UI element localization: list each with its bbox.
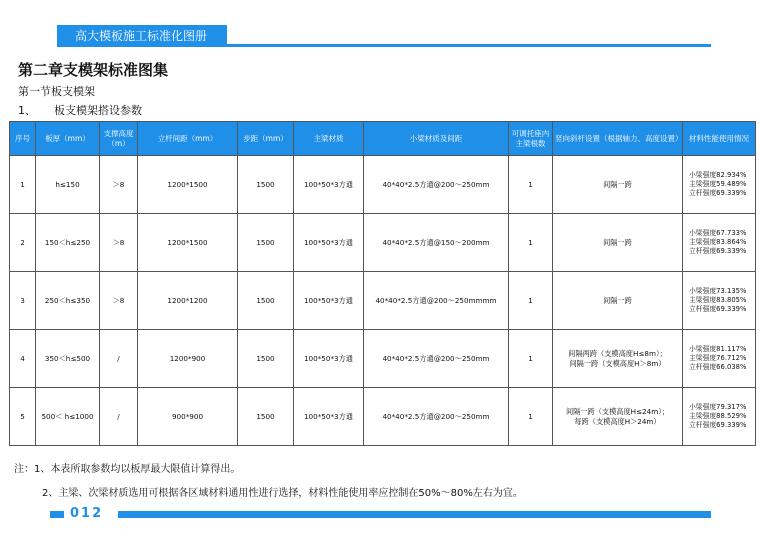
cell-spacing: 900*900 (138, 388, 238, 446)
diagonal-line: 间隔一跨（支模高度H≤24m）； (565, 407, 670, 417)
cell-diagonal (553, 388, 683, 446)
usage-line: 小梁强度79.317% (689, 403, 747, 412)
cell-small-beam: 40*40*2.5方通@200～250mm (364, 156, 509, 214)
cell-no: 1 (10, 156, 36, 214)
footer-rule (118, 511, 711, 518)
cell-small-beam: 40*40*2.5方通@200～250mm (364, 388, 509, 446)
header-title: 高大模板施工标准化图册 (57, 25, 227, 47)
cell-main-beam: 100*50*3方通 (294, 214, 364, 272)
usage-line: 立杆强度69.339% (689, 304, 747, 313)
cell-main-beam: 100*50*3方通 (294, 156, 364, 214)
usage-line: 主梁强度59.489% (689, 180, 747, 189)
col-header-height: 支撑高度（m） (100, 122, 138, 156)
usage-line: 立杆强度66.038% (689, 362, 747, 371)
subsection-heading (18, 102, 160, 118)
cell-spacing: 1200*1200 (138, 272, 238, 330)
cell-usage (683, 330, 756, 388)
diagonal-line: 间隔一跨 (603, 179, 632, 189)
cell-main-beam: 100*50*3方通 (294, 272, 364, 330)
cell-main-beam: 100*50*3方通 (294, 330, 364, 388)
note-1: 注：1、本表所取参数均以板厚最大限值计算得出。 (14, 464, 241, 475)
cell-step: 1500 (238, 388, 294, 446)
diagonal-line: 每跨（支模高度H＞24m） (574, 416, 661, 426)
col-header-thickness: 板厚（mm） (36, 122, 100, 156)
usage-line: 小梁强度82.934% (689, 171, 747, 180)
usage-line: 主梁强度83.805% (689, 296, 747, 305)
cell-small-beam: 40*40*2.5方通@200～250mmmm (364, 272, 509, 330)
cell-height: ＞8 (100, 156, 138, 214)
cell-diagonal (553, 330, 683, 388)
subsection-number: 1、 (18, 104, 36, 117)
table-row (10, 156, 756, 214)
usage-line: 立杆强度69.339% (689, 188, 747, 197)
cell-usage (683, 214, 756, 272)
diagonal-line: 间隔一跨 (603, 295, 632, 305)
cell-height: ＞8 (100, 214, 138, 272)
cell-usage (683, 388, 756, 446)
table-row (10, 388, 756, 446)
cell-thickness: 250＜h≤350 (36, 272, 100, 330)
cell-no: 2 (10, 214, 36, 272)
cell-small-beam: 40*40*2.5方通@150～200mm (364, 214, 509, 272)
cell-thickness: 150＜h≤250 (36, 214, 100, 272)
usage-line: 小梁强度67.733% (689, 229, 747, 238)
usage-line: 小梁强度81.117% (689, 345, 747, 354)
cell-diagonal (553, 156, 683, 214)
cell-step: 1500 (238, 214, 294, 272)
cell-no: 4 (10, 330, 36, 388)
cell-step: 1500 (238, 156, 294, 214)
usage-line: 主梁强度83.864% (689, 238, 747, 247)
usage-line: 主梁强度88.529% (689, 412, 747, 421)
cell-height: / (100, 330, 138, 388)
cell-usage (683, 156, 756, 214)
cell-count: 1 (509, 330, 553, 388)
page-number: 012 (70, 506, 104, 521)
cell-thickness: 350＜h≤500 (36, 330, 100, 388)
table-row (10, 330, 756, 388)
table-row (10, 214, 756, 272)
cell-no: 5 (10, 388, 36, 446)
diagonal-line: 间隔两跨（支模高度H≤8m）； (568, 349, 667, 359)
parameter-table (9, 121, 756, 446)
cell-spacing: 1200*900 (138, 330, 238, 388)
col-header-small-beam: 小梁材质及间距 (364, 122, 509, 156)
usage-line: 主梁强度76.712% (689, 354, 747, 363)
table-header-row (10, 122, 756, 156)
cell-usage (683, 272, 756, 330)
table-row (10, 272, 756, 330)
cell-diagonal (553, 214, 683, 272)
cell-spacing: 1200*1500 (138, 156, 238, 214)
cell-height: ＞8 (100, 272, 138, 330)
note-2: 2、主梁、次梁材质选用可根据各区域材料通用性进行选择，材料性能使用率应控制在50%～80%左右为宜。 (42, 488, 523, 499)
cell-main-beam: 100*50*3方通 (294, 388, 364, 446)
col-header-main-beam: 主梁材质 (294, 122, 364, 156)
col-header-diagonal: 竖向斜杆设置（根据轴力、高度设置） (553, 122, 683, 156)
cell-count: 1 (509, 272, 553, 330)
cell-count: 1 (509, 156, 553, 214)
cell-count: 1 (509, 214, 553, 272)
col-header-no: 序号 (10, 122, 36, 156)
footer-marker (50, 511, 64, 518)
col-header-step: 步距（mm） (238, 122, 294, 156)
header-rule (57, 44, 711, 47)
diagonal-line: 间隔一跨（支模高度H＞8m） (569, 358, 666, 368)
cell-height: / (100, 388, 138, 446)
cell-thickness: 500＜ h≤1000 (36, 388, 100, 446)
usage-line: 立杆强度69.339% (689, 246, 747, 255)
col-header-count: 可调托座内主梁根数 (509, 122, 553, 156)
cell-small-beam: 40*40*2.5方通@200～250mm (364, 330, 509, 388)
cell-step: 1500 (238, 272, 294, 330)
cell-thickness: h≤150 (36, 156, 100, 214)
cell-count: 1 (509, 388, 553, 446)
cell-diagonal (553, 272, 683, 330)
chapter-title: 第二章支模架标准图集 (18, 61, 169, 79)
usage-line: 小梁强度73.135% (689, 287, 747, 296)
cell-no: 3 (10, 272, 36, 330)
subsection-title: 板支模架搭设参数 (54, 104, 142, 117)
col-header-spacing: 立杆间距（mm） (138, 122, 238, 156)
usage-line: 立杆强度69.339% (689, 420, 747, 429)
col-header-usage: 材料性能使用情况 (683, 122, 756, 156)
section-title: 第一节板支模架 (18, 85, 95, 98)
cell-spacing: 1200*1500 (138, 214, 238, 272)
diagonal-line: 间隔一跨 (603, 237, 632, 247)
cell-step: 1500 (238, 330, 294, 388)
